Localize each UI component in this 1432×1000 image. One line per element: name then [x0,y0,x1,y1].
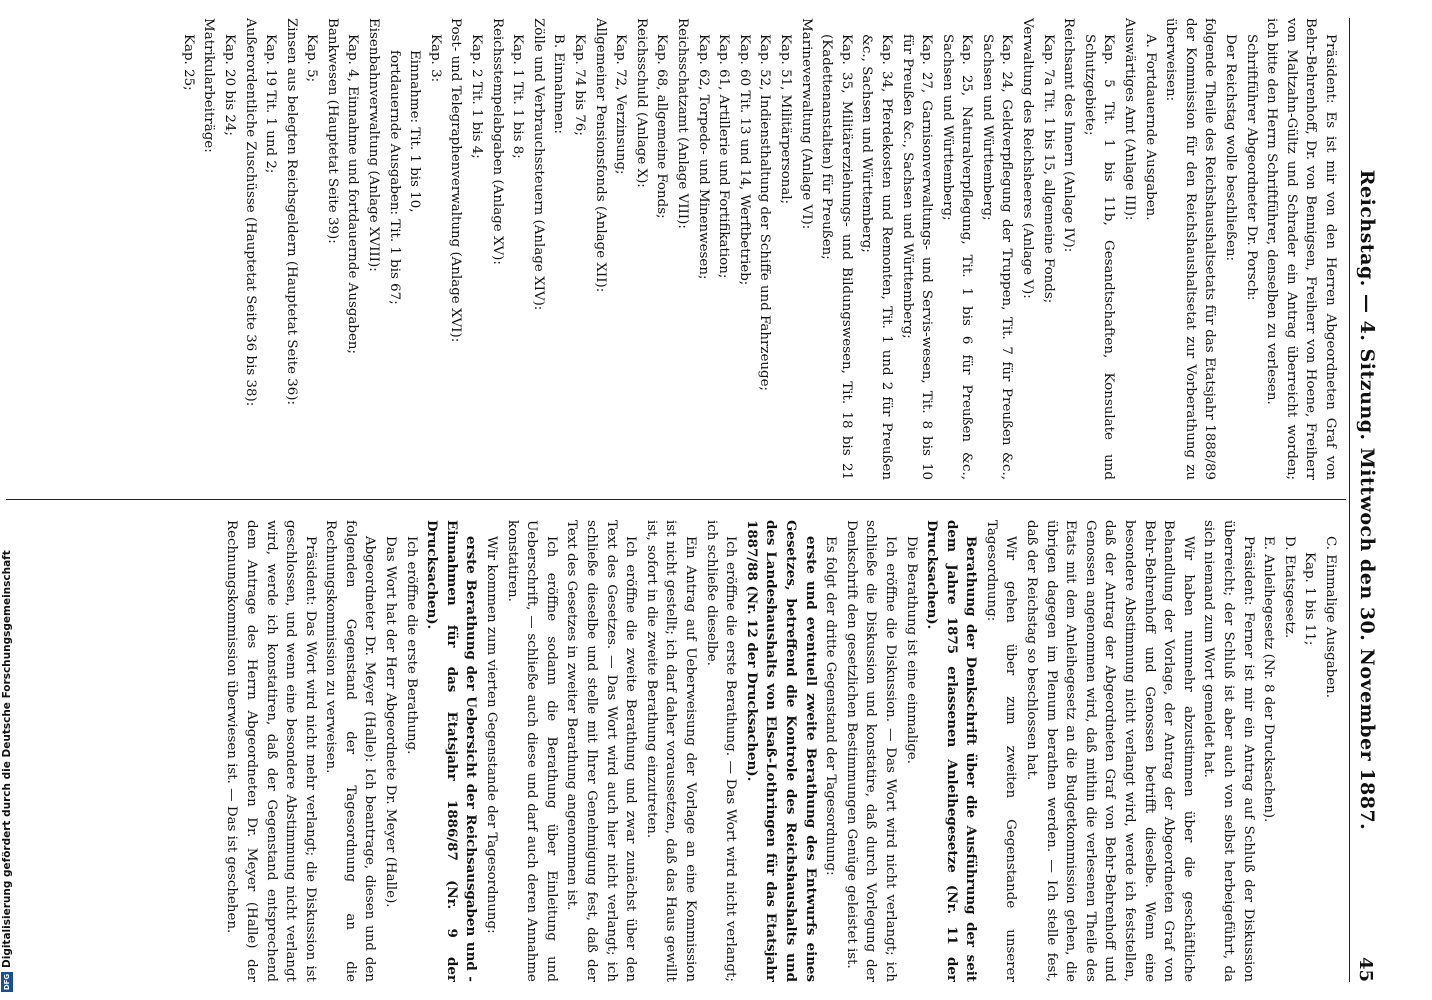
credit-strip [0,0,18,1000]
paragraph: Zölle und Verbrauchssteuern (Anlage XIV): [530,18,546,311]
right-column [10,520,1340,982]
paragraph: Kap. 72, Verzinsung; [613,34,629,175]
paragraph: Ich eröffne die erste Berathung. — Das Wort wird nicht verlangt; ich schließe dieselbe. [703,520,739,982]
column-divider [6,499,1346,500]
paragraph: Ich eröffne die Diskussion. — Das Wort wird nicht verlangt; ich schließe die Diskussion und konstatire, daß durch Vorlegung der Denkschrift den gesetzlichen Bestimmungen Genüge geleistet ist. [843,520,898,982]
paragraph: Kap. 3: [427,34,443,83]
paragraph: Die Berathung ist eine einmalige. [903,536,919,765]
paragraph: Ein Antrag auf Ueberweisung der Vorlage an eine Kommission ist nicht gestellt; ich darf daher voraussetzen, daß das Haus gewillt ist, sofort in die zweite Berathung einzutreten. [643,520,698,982]
paragraph: Ich eröffne die erste Berathung. [403,536,419,755]
paragraph: Reichsstempelabgaben (Anlage XV): [489,18,505,265]
left-column [10,18,1340,480]
paragraph: Eisenbahnverwaltung (Anlage XVIII): [366,18,382,272]
paragraph: Präsident: Es ist mir von den Herren Abgeordneten Graf von Behr-Behrenhoff, Dr. von Bennigsen, Freiherr von Hoene, Freiherr von Maltzahn-Gültz und Schrader ein Antrag überreicht worden; ich bitte den Herrn Schriftführer, denselben zu verlesen. [1264,18,1338,480]
paragraph: Berathung der Denkschrift über die Ausführung der seit dem Jahre 1875 erlassenen Anleihegesetze (Nr. 11 der Drucksachen). [924,520,980,982]
paragraph: Wir gehen über zum zweiten Gegenstande unserer Tagesordnung: [983,520,1019,982]
page-number: 45 [1355,956,1376,982]
paragraph: Kap. 51, Militärpersonal; [777,34,793,205]
paragraph: Reichsschuld (Anlage X): [633,18,649,188]
paragraph: Präsident: Das Wort wird nicht mehr verlangt; die Diskussion ist geschlossen, und wenn eine besondere Abstimmung nicht verlangt wird, werde ich konstatiren, daß der Gegenstand entsprechend dem Antrage des Herrn Abgeordneten Dr. Meyer (Halle) der Rechnungskommission überwiesen ist. — Das ist geschehen. [224,520,318,982]
credit-text-wrapper [1,12,17,992]
paragraph: Kap. 34, Pferdekosten und Remonten, Tit. 1 und 2 für Preußen &c., Sachsen und Württemberg; [859,34,894,480]
paragraph: fortdauernde Ausgaben: Tit. 1 bis 67; [386,50,402,305]
paragraph: D. Etatsgesetz. [1281,536,1297,639]
paragraph: Kap. 62, Torpedo- und Minenwesen; [695,34,711,280]
paragraph: Schriftführer Abgeordneter Dr. Porsch: [1243,34,1259,301]
paragraph: Präsident: Ferner ist mir ein Antrag auf Schluß der Diskussion überreicht; der Schluß ist aber auch von selbst herbeigeführt, da sich niemand zum Wort gemeldet hat. [1201,520,1256,982]
paragraph: Marineverwaltung (Anlage VI): [798,18,814,230]
paragraph: Bankwesen (Hauptetat Seite 39): [324,18,340,244]
paragraph: Ich eröffne die zweite Berathung und zwar zunächst über den Text des Gesetzes. — Das Wort wird auch hier nicht verlangt; ich schließe dieselbe und stelle mit Ihrer Genehmigung fest, daß der Text des Gesetzes in zweiter Berathung angenommen ist. [564,520,639,982]
paragraph: Allgemeiner Pensionsfonds (Anlage XII): [592,18,608,293]
paragraph: Wir kommen zum vierten Gegenstande der Tagesordnung: [484,536,500,934]
paragraph: Auswärtiges Amt (Anlage III): [1122,18,1138,221]
paragraph: Der Reichstag wolle beschließen: [1223,34,1239,262]
paragraph: Matrikularbeiträge: [201,18,217,153]
paragraph: Post- und Telegraphenverwaltung (Anlage XVI): [448,18,464,343]
paragraph: Kap. 1 Tit. 1 bis 8; [510,34,526,159]
paragraph: Das Wort hat der Herr Abgeordnete Dr. Meyer (Halle). [383,536,399,908]
paragraph: Kap. 5; [304,34,320,83]
paragraph: Kap. 52, Indiensthaltung der Schiffe und Fahrzeuge; [757,34,773,392]
paragraph: Kap. 60 Tit. 13 und 14, Werftbetrieb; [736,34,752,286]
paragraph: Es folgt der dritte Gegenstand der Tagesordnung: [823,536,839,876]
paragraph: Wir haben nunmehr abzustimmen über die geschäftliche Behandlung der Vorlage, der Antrag der Abgeordneten Graf von Behr-Behrenhoff und Genossen betrifft dieselbe. Wenn eine besondere Abstimmung nicht verlangt wird, werde ich feststellen, daß der Antrag der Abgeordneten Graf von Behr-Behrenhoff und Genossen angenommen wird, daß mithin die verlesenen Theile des Etats mit dem Anleihegesetz an die Budgetkommission gehen, die übrigen dagegen im Plenum berathen werden. — Ich stelle fest, daß der Reichstag so beschlossen hat. [1024,520,1196,982]
paragraph: erste und eventuell zweite Berathung des Entwurfs eines Gesetzes, betreffend die Kontrole des Reichshaushalts und des Landeshaushalts von Elsaß-Lothringen für das Etatsjahr 1887/88 (Nr. 12 der Drucksachen). [743,520,819,982]
paragraph: Kap. 35, Militärerziehungs- und Bildungswesen, Tit. 18 bis 21 (Kadettenanstalten) für Preußen; [819,34,854,480]
paragraph: B. Einnahmen: [551,34,567,135]
paragraph: erste Berathung der Uebersicht der Reichsausgaben und -Einnahmen für das Etatsjahr 1886/87 (Nr. 9 der Drucksachen). [424,520,480,982]
credit-text: Digitalisierung gefördert durch die Deutsche Forschungsgemeinschaft [1,550,13,968]
paragraph: E. Anleihegesetz (Nr. 8 der Drucksachen). [1261,536,1277,823]
paragraph: Kap. 25, Naturalverpflegung, Tit. 1 bis 6 für Preußen &c., Sachsen und Württemberg; [939,34,975,480]
paragraph: Abgeordneter Dr. Meyer (Halle): Ich beantrage, diesen und den folgenden Gegenstand der Tagesordnung an die Rechnungskommission zu verweisen. [323,520,378,982]
paragraph: Reichsschatzamt (Anlage VIII): [675,18,690,229]
paragraph: Kap. 19 Tit. 1 und 2; [263,34,279,174]
paragraph: Kap. 1 bis 11; [1302,552,1318,646]
paragraph: Kap. 74 bis 76; [572,34,588,136]
paragraph: Ich eröffne sodann die Berathung über Einleitung und Ueberschrift, — schließe auch diese und darf auch deren Annahme konstatiren. [504,520,559,982]
paragraph: Kap. 27, Garnisonverwaltungs- und Servis-wesen, Tit. 8 bis 10 für Preußen &c., Sachsen und Württemberg; [899,34,935,480]
paragraph: A. Fortdauernde Ausgaben. [1142,34,1158,221]
paragraph: Kap. 7a Tit. 1 bis 15, allgemeine Fonds; [1040,34,1056,304]
paragraph: folgende Theile des Reichshaushaltsetats für das Etatsjahr 1888/89 der Kommission für den Reichshaushaltsetat zur Vorberathung zu überweisen: [1163,18,1218,480]
paragraph: Kap. 68, allgemeine Fonds; [654,34,670,219]
paragraph: Kap. 61, Artillerie und Fortifikation; [716,34,732,279]
paragraph: Zinsen aus belegten Reichsgeldern (Hauptetat Seite 36): [283,18,299,406]
paragraph: Außerordentliche Zuschüsse (Hauptetat Seite 36 bis 38): [242,18,258,407]
dfg-logo-icon: DFG [3,973,11,991]
paragraph: Kap. 4, Einnahme und fortdauernde Ausgaben; [345,34,361,355]
paragraph: Reichsamt des Innern (Anlage IV): [1061,18,1077,253]
header-title: Reichstag. — 4. Sitzung. Mittwoch den 30. November 1887. [1356,169,1378,831]
paragraph: Einnahme: Tit. 1 bis 10, [407,50,423,213]
page-header [1349,18,1390,982]
paragraph: Kap. 25; [180,34,196,91]
paragraph: Kap. 24, Geldverpflegung der Truppen, Tit. 7 für Preußen &c., Sachsen und Württemberg; [979,34,1015,480]
paragraph: Kap. 5 Tit. 1 bis 11b, Gesandtschaften, Konsulate und Schutzgebiete; [1081,34,1117,480]
paragraph: Kap. 20 bis 24; [221,34,237,136]
paragraph: Verwaltung des Reichsheeres (Anlage V): [1020,18,1036,299]
paragraph: Kap. 2 Tit. 1 bis 4; [469,34,485,159]
paragraph: C. Einmalige Ausgaben. [1323,536,1338,699]
